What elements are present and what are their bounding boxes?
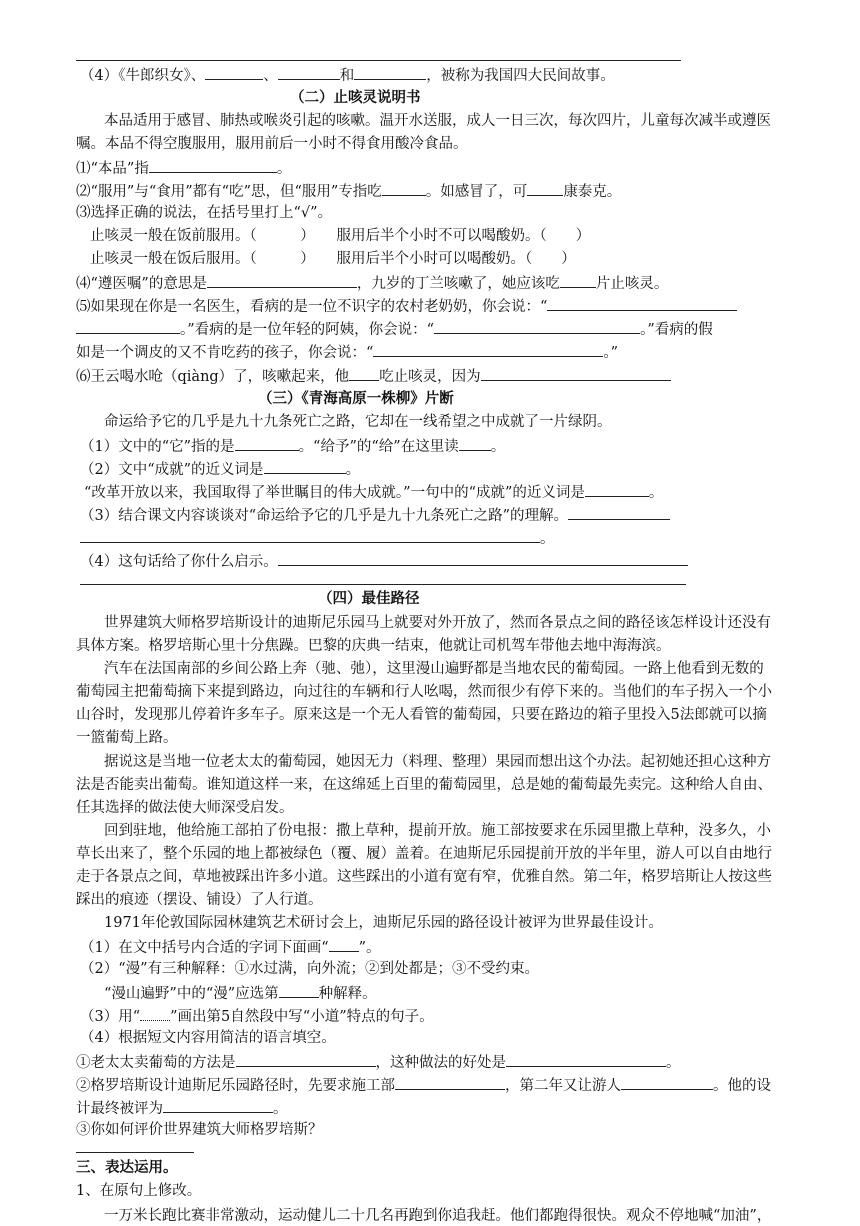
question: ⑶选择正确的说法，在括号里打上“√”。 <box>76 205 333 221</box>
paragraph: 草长出来了，整个乐园的地上都被绿色（覆、履）盖着。在迪斯尼乐园提前开放的半年里，游人可以自由地行 <box>76 846 772 862</box>
blank[interactable] <box>527 180 563 196</box>
question: “改革开放以来，我国取得了举世瞩目的伟大成就。”一句中的“成就”的近义词是 。 <box>84 481 663 503</box>
paragraph: 具体方案。格罗培斯心里十分焦躁。巴黎的庆典一结束，他就让司机驾车带他去地中海海滨。 <box>76 638 671 654</box>
underline-sample <box>329 936 359 952</box>
blank[interactable] <box>481 365 671 381</box>
blank[interactable] <box>278 64 340 80</box>
blank[interactable] <box>621 1074 713 1090</box>
blank[interactable] <box>354 64 426 80</box>
blank[interactable] <box>434 318 640 334</box>
question: 。”看病的是一位年轻的阿姨，你会说：“ 。”看病的假 <box>76 318 713 340</box>
paragraph: 回到驻地，他给施工部拍了份电报：撒上草种，提前开放。施工部按要求在乐园里撒上草种，没多久，小 <box>104 823 771 839</box>
question: ⑴“本品”指 。 <box>76 157 291 179</box>
blank[interactable] <box>547 295 737 311</box>
paragraph: 本品适用于感冒、肺热或喉炎引起的咳嗽。温开水送服，成人一日三次，每次四片，儿童每次减半或遵医 <box>104 113 771 129</box>
paragraph: 据说这是当地一位老太太的葡萄园，她因无力（料理、整理）果园而想出这个办法。起初她还担心这种方 <box>104 754 771 770</box>
question: （2）“漫”有三种解释：①水过满，向外流；②到处都是；③不受约束。 <box>80 961 540 977</box>
blank[interactable] <box>585 481 649 497</box>
paragraph: 1971年伦敦国际园林建筑艺术研讨会上，迪斯尼乐园的路径设计被评为世界最佳设计。 <box>104 915 663 931</box>
blank[interactable] <box>459 435 491 451</box>
task-heading: 1、在原句上修改。 <box>76 1183 202 1199</box>
section-4-title: （四）最佳路径 <box>318 590 420 607</box>
answer-line: 。 <box>80 527 555 549</box>
question: （4）根据短文内容用简洁的语言填空。 <box>80 1030 336 1046</box>
paragraph: 法是否能卖出葡萄。谁知道这样一来，在这绵延上百里的葡萄园里，总是她的葡萄最先卖完。这种给人自由、 <box>76 777 772 793</box>
blank[interactable] <box>163 1097 273 1113</box>
paragraph: 走于各景点之间，草地被踩出许多小道。这些踩出的小道有宽有窄，优雅自然。第二年，格罗培斯让人按这些 <box>76 869 772 885</box>
question: ⑸如果现在你是一名医生，看病的是一位不识字的农村老奶奶，你会说：“ <box>76 295 737 317</box>
wavy-line-sample <box>140 1005 170 1021</box>
paragraph: 汽车在法国南部的乡间公路上奔（驰、弛），这里漫山遍野都是当地农民的葡萄园。一路上他看到无数的 <box>104 661 764 677</box>
paragraph: 山谷时，发现那儿停着许多车子。原来这是一个无人看管的葡萄园，只要在路边的箱子里投入5法郎就可以摘 <box>76 707 767 723</box>
question: （1）在文中括号内合适的字词下面画“ ”。 <box>80 936 381 958</box>
paragraph: 一篮葡萄上路。 <box>76 730 178 746</box>
blank[interactable] <box>80 527 540 543</box>
paragraph: 任其选择的做法使大师深受启发。 <box>76 800 294 816</box>
blank[interactable] <box>506 1051 666 1067</box>
paragraph: 嘱。本品不得空腹服用，服用前后一小时不得食用酸冷食品。 <box>76 136 468 152</box>
blank[interactable] <box>349 365 379 381</box>
question: 计最终被评为 。 <box>76 1097 288 1119</box>
blank[interactable] <box>568 504 670 520</box>
blank[interactable] <box>205 64 263 80</box>
question: （3）结合课文内容谈谈对“命运给予它的几乎是九十九条死亡之路”的理解。 <box>80 504 670 526</box>
q4-folk-tales: （4）《牛郎织女》、 、 和 ，被称为我国四大民间故事。 <box>80 64 615 86</box>
paragraph: 踩出的痕迹（摆设、铺设）了人行道。 <box>76 892 323 908</box>
answer-rule[interactable] <box>80 584 686 585</box>
blank[interactable] <box>373 341 603 357</box>
question: ③你如何评价世界建筑大师格罗培斯？ <box>76 1122 323 1138</box>
question: （1）文中的“它”指的是 。“给予”的“给”在这里读 。 <box>80 435 505 457</box>
choice-row: 止咳灵一般在饭前服用。（ ） 服用后半个小时不可以喝酸奶。（ ） <box>90 228 591 244</box>
choice-row: 止咳灵一般在饭后服用。（ ） 服用后半个小时可以喝酸奶。（ ） <box>90 251 576 267</box>
blank[interactable] <box>395 1074 505 1090</box>
blank[interactable] <box>560 272 596 288</box>
section-three-heading: 三、表达运用。 <box>76 1159 178 1176</box>
section-3-title: （三）《青海高原一株柳》片断 <box>258 390 454 407</box>
top-rule <box>76 60 681 61</box>
question: ②格罗培斯设计迪斯尼乐园路径时，先要求施工部 ，第二年又让游人 。他的设 <box>76 1074 771 1096</box>
blank[interactable] <box>149 157 277 173</box>
blank[interactable] <box>264 458 346 474</box>
question: ⑹王云喝水呛（qiàng）了，咳嗽起来，他 吃止咳灵，因为 <box>76 365 671 387</box>
question: （4）这句话给了你什么启示。 <box>80 550 688 572</box>
question: （3）用“ ”画出第5自然段中写“小道”特点的句子。 <box>80 1005 434 1027</box>
blank[interactable] <box>279 982 319 998</box>
section-2-title: （二）止咳灵说明书 <box>290 89 421 106</box>
paragraph: 世界建筑大师格罗培斯设计的迪斯尼乐园马上就要对外开放了，然而各景点之间的路径该怎样设计还没有 <box>104 615 771 631</box>
blank[interactable] <box>207 272 357 288</box>
paragraph: 葡萄园主把葡萄摘下来提到路边，向过往的车辆和行人吆喝，然而很少有停下来的。当他们的车子拐入一个小 <box>76 684 772 700</box>
blank[interactable] <box>278 550 688 566</box>
paragraph: 一万米长跑比赛非常激动，运动健儿二十几名再跑到你追我赶。他们都跑得很快。观众不停地喊“加油”， <box>104 1208 772 1224</box>
question: ①老太太卖葡萄的方法是 ，这种做法的好处是 。 <box>76 1051 681 1073</box>
question: （2）文中“成就”的近义词是 。 <box>80 458 360 480</box>
question: “漫山遍野”中的“漫”应选第 种解释。 <box>104 982 377 1004</box>
blank[interactable] <box>76 318 180 334</box>
blank[interactable] <box>382 180 426 196</box>
blank[interactable] <box>235 435 299 451</box>
paragraph: 命运给予它的几乎是九十九条死亡之路，它却在一线希望之中成就了一片绿阴。 <box>104 414 612 430</box>
question: ⑷“遵医嘱”的意思是 ，九岁的丁兰咳嗽了，她应该吃 片止咳灵。 <box>76 272 668 294</box>
answer-rule[interactable] <box>76 1152 194 1153</box>
blank[interactable] <box>236 1051 376 1067</box>
question: ⑵“服用”与“食用”都有“吃”思，但“服用”专指吃 。如感冒了，可 康泰克。 <box>76 180 621 202</box>
question: 如是一个调皮的又不肯吃药的孩子，你会说：“ 。” <box>76 341 618 363</box>
